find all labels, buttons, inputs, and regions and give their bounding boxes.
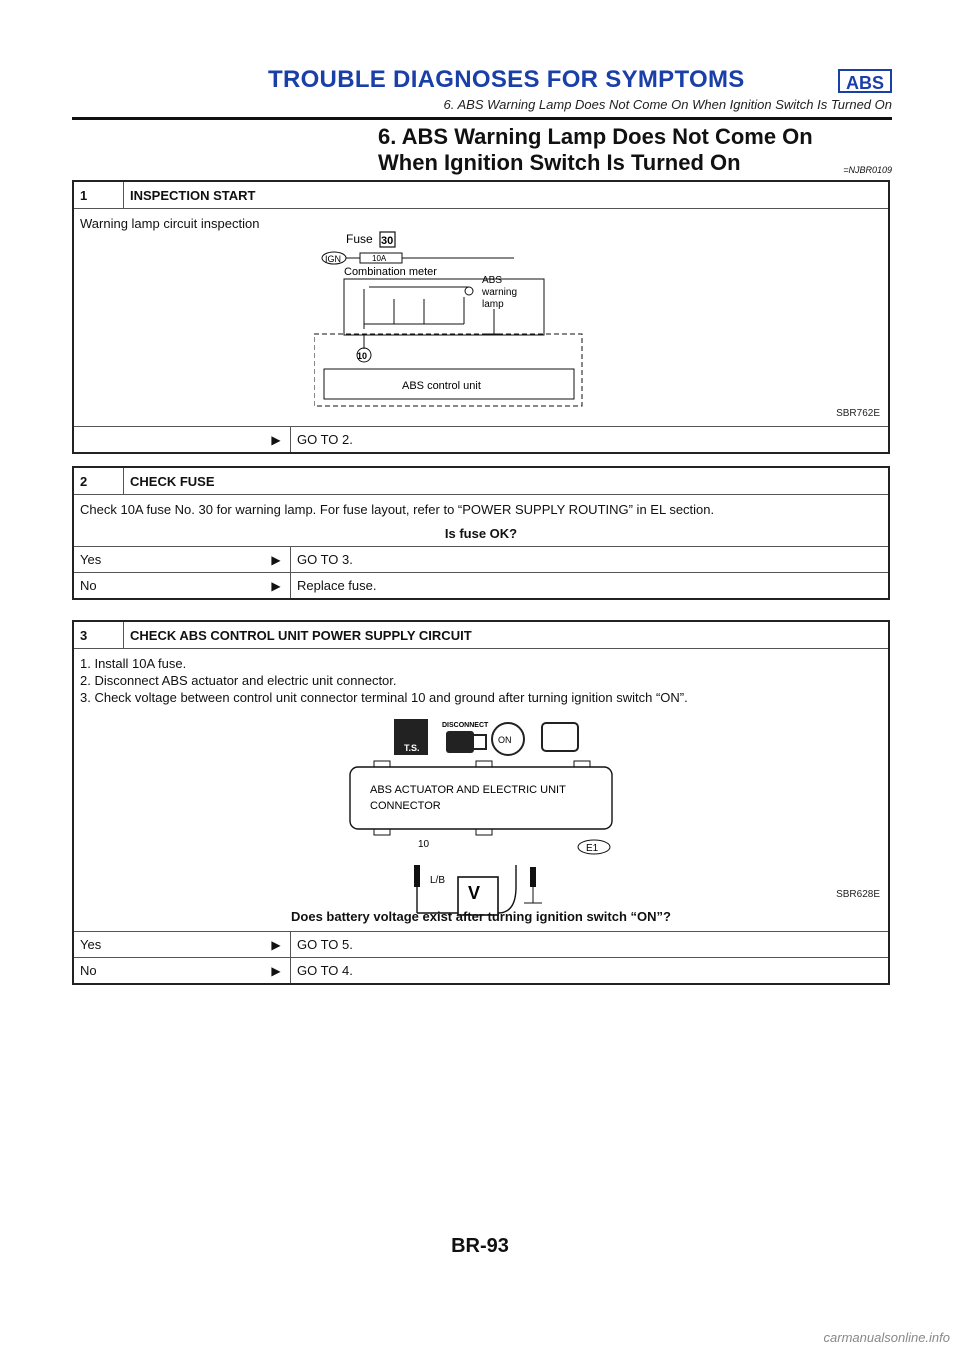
- section-code: =NJBR0109: [843, 165, 892, 175]
- connector-id-label: E1: [586, 843, 599, 854]
- step2-header: [74, 468, 888, 495]
- answer-label: No: [80, 963, 97, 978]
- answer-result: GO TO 3.: [290, 547, 353, 572]
- ts-label: T.S.: [404, 743, 420, 753]
- ign-label: IGN: [325, 254, 342, 264]
- arrow-icon: ▶: [271, 552, 281, 567]
- step1-result-row: [74, 427, 888, 452]
- voltmeter-label: V: [468, 883, 481, 903]
- header-rule: [72, 117, 892, 120]
- step3-answer-no: [74, 958, 888, 983]
- fuse-amp: 10A: [372, 254, 387, 263]
- step3-question: Does battery voltage exist after turning ignition switch “ON”?: [291, 909, 671, 924]
- lamp-label-3: lamp: [482, 299, 504, 310]
- step3-number: 3: [74, 622, 124, 648]
- section-title: 6. ABS Warning Lamp Does Not Come On When Ignition Switch Is Turned On: [378, 124, 813, 175]
- connector-label-1: ABS ACTUATOR AND ELECTRIC UNIT: [370, 784, 566, 796]
- header-badge: ABS: [838, 69, 892, 93]
- step2-box: [72, 466, 890, 600]
- arrow-icon: ▶: [271, 937, 281, 952]
- step1-header: [74, 182, 888, 209]
- arrow-icon: ▶: [271, 578, 281, 593]
- wire-color-label: L/B: [430, 875, 446, 886]
- step3-box: [72, 620, 890, 985]
- ignition-on-label: ON: [498, 735, 512, 745]
- disconnect-label: DISCONNECT: [442, 722, 489, 729]
- step1-figure-code: SBR762E: [836, 408, 880, 419]
- fuse-number: 30: [381, 235, 394, 247]
- arrow-icon: ▶: [271, 432, 281, 447]
- step3-body: [74, 649, 888, 932]
- step1-result: GO TO 2.: [290, 427, 353, 452]
- page-number: BR-93: [451, 1235, 509, 1257]
- step3-header: [74, 622, 888, 649]
- step2-answer-no: [74, 573, 888, 598]
- step3-title: CHECK ABS CONTROL UNIT POWER SUPPLY CIRCUIT: [130, 627, 472, 643]
- answer-result: Replace fuse.: [290, 573, 377, 598]
- step3-line-2: 2. Disconnect ABS actuator and electric unit connector.: [80, 673, 397, 688]
- step2-number: 2: [74, 468, 124, 494]
- abs-control-unit-label: ABS control unit: [402, 380, 481, 392]
- terminal-10-label: 10: [357, 351, 368, 361]
- header-title: TROUBLE DIAGNOSES FOR SYMPTOMS: [268, 66, 745, 93]
- answer-label: No: [80, 578, 97, 593]
- header-subtitle: 6. ABS Warning Lamp Does Not Come On When Ignition Switch Is Turned On: [443, 97, 892, 112]
- lamp-label-2: warning: [482, 287, 518, 298]
- step3-answer-yes: [74, 932, 888, 958]
- answer-result: GO TO 5.: [290, 932, 353, 957]
- answer-label: Yes: [80, 937, 102, 952]
- step3-line-1: 1. Install 10A fuse.: [80, 656, 187, 671]
- step2-question: Is fuse OK?: [444, 526, 518, 541]
- answer-label: Yes: [80, 552, 102, 567]
- connector-voltage-check-diagram: [346, 717, 646, 917]
- step3-figure-code: SBR628E: [836, 889, 880, 900]
- watermark: carmanualsonline.info: [823, 1330, 950, 1345]
- step1-number: 1: [74, 182, 124, 208]
- step2-text: Check 10A fuse No. 30 for warning lamp. For fuse layout, refer to “POWER SUPPLY ROUTING” in EL section.: [80, 502, 715, 517]
- connector-label-2: CONNECTOR: [370, 800, 441, 812]
- warning-lamp-circuit-diagram: [314, 229, 614, 409]
- step1-box: [72, 180, 890, 454]
- step1-text: Warning lamp circuit inspection: [80, 216, 260, 231]
- step2-answer-yes: [74, 547, 888, 573]
- step3-line-3: 3. Check voltage between control unit connector terminal 10 and ground after turning ignition switch “ON”.: [80, 690, 688, 705]
- combination-meter-label: Combination meter: [344, 266, 437, 278]
- fuse-label: Fuse: [346, 232, 373, 246]
- step1-title: INSPECTION START: [130, 187, 256, 203]
- step2-title: CHECK FUSE: [130, 473, 215, 489]
- step2-body: [74, 495, 888, 547]
- answer-result: GO TO 4.: [290, 958, 353, 983]
- step1-body: [74, 209, 888, 427]
- lamp-label-1: ABS: [482, 275, 503, 286]
- terminal-10-label: 10: [418, 839, 430, 850]
- arrow-icon: ▶: [271, 963, 281, 978]
